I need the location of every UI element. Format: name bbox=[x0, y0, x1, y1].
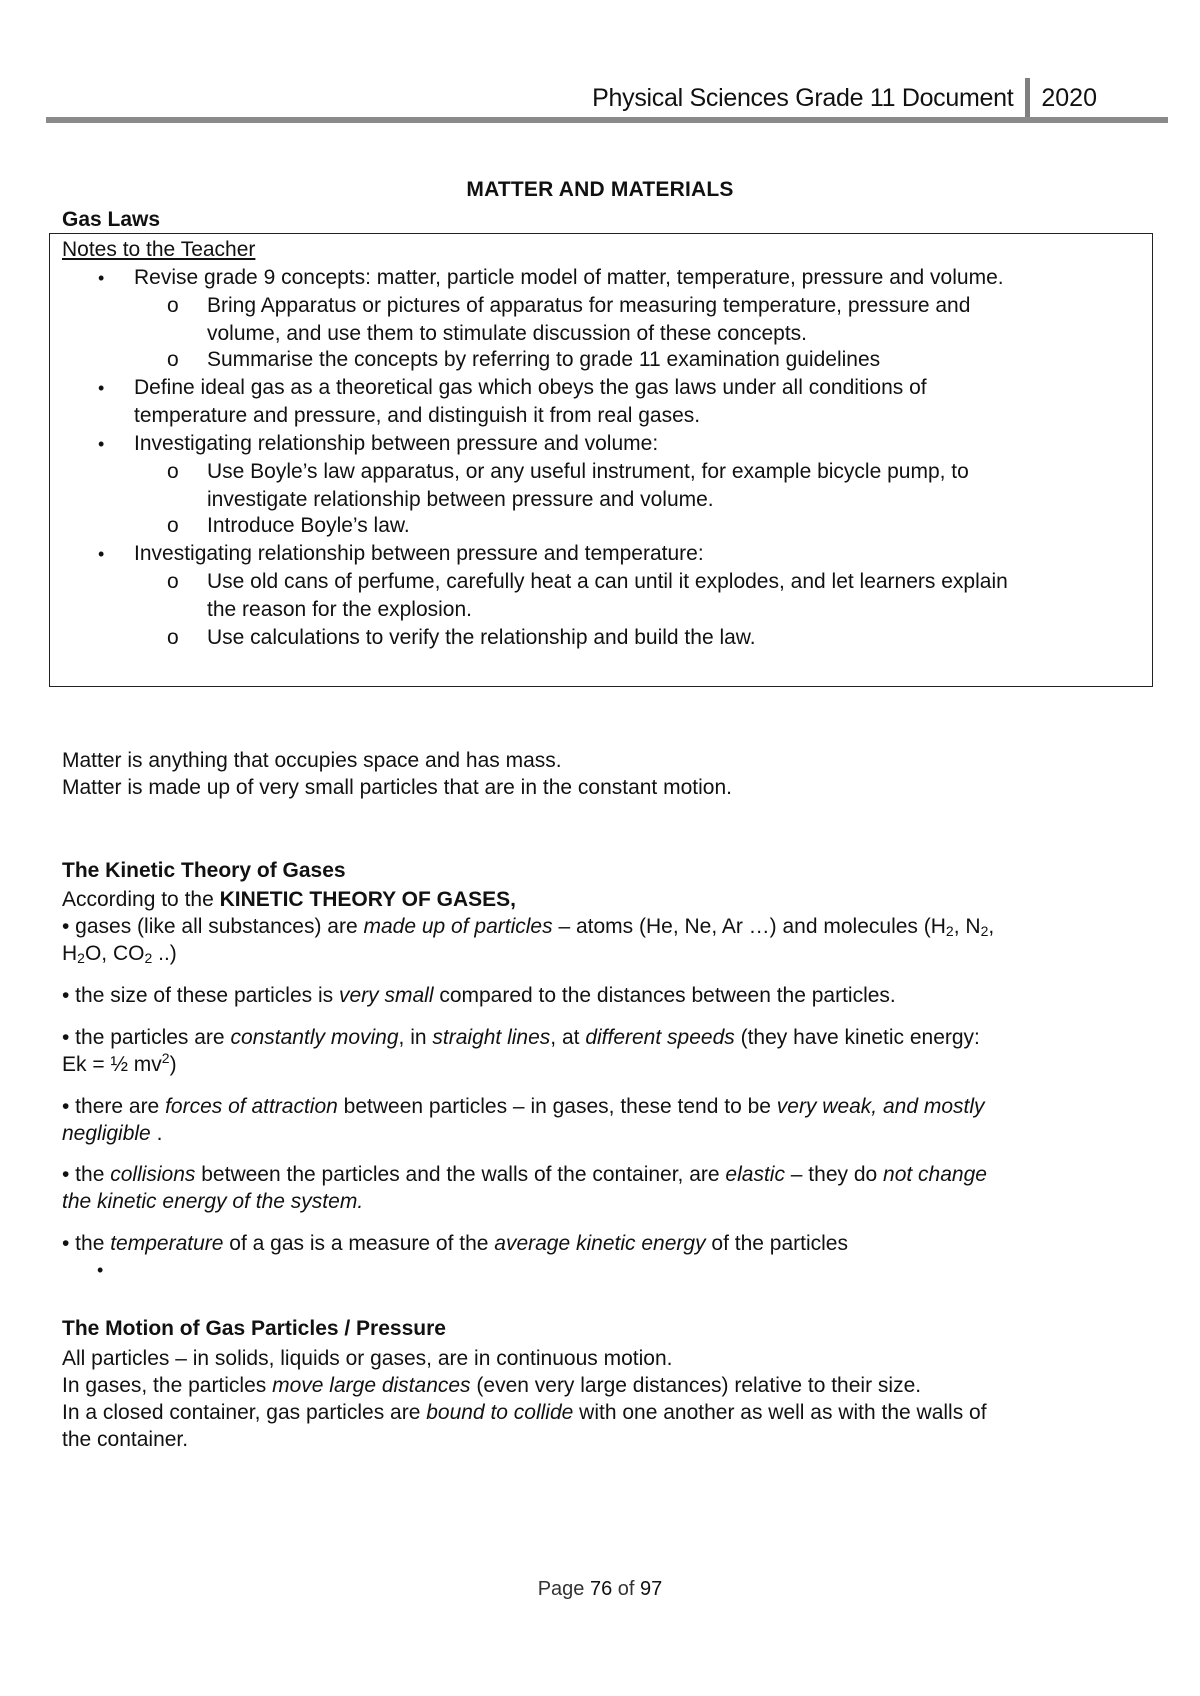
notes-sub-text: Use calculations to verify the relationship and build the law. bbox=[207, 626, 756, 649]
notes-bullet-text: Investigating relationship between pressure and temperature: bbox=[134, 542, 704, 565]
teacher-notes-box bbox=[49, 233, 1153, 687]
notes-sub-bullet bbox=[167, 458, 1147, 514]
gas-laws-heading: Gas Laws bbox=[62, 208, 161, 231]
text: H bbox=[62, 942, 78, 965]
sub-bullet-icon: o bbox=[167, 570, 179, 593]
motion-line bbox=[62, 1399, 1142, 1426]
emphasis: move large distances bbox=[272, 1374, 471, 1397]
motion-line bbox=[62, 1372, 1142, 1399]
notes-sub-text: Summarise the concepts by referring to grade 11 examination guidelines bbox=[207, 348, 881, 371]
text: • the bbox=[62, 1163, 111, 1186]
kinetic-point-size bbox=[62, 982, 1142, 1009]
text: In gases, the particles bbox=[62, 1374, 273, 1397]
bullet-icon: • bbox=[98, 544, 105, 564]
notes-bullet bbox=[98, 374, 1144, 430]
notes-bullet-text: Revise grade 9 concepts: matter, particle model of matter, temperature, pressure and volume. bbox=[134, 266, 1004, 289]
subscript: 2 bbox=[144, 950, 153, 966]
notes-sub-text: investigate relationship between pressure and volume. bbox=[207, 488, 714, 511]
emphasis: the kinetic energy of the system. bbox=[62, 1190, 364, 1213]
motion-heading: The Motion of Gas Particles / Pressure bbox=[62, 1317, 446, 1340]
emphasis: negligible bbox=[62, 1122, 151, 1145]
motion-line: All particles – in solids, liquids or gases, are in continuous motion. bbox=[62, 1347, 673, 1370]
sub-bullet-icon: o bbox=[167, 626, 179, 649]
page-title: MATTER AND MATERIALS bbox=[466, 178, 734, 201]
emphasis: very weak, and mostly bbox=[776, 1095, 985, 1118]
text: According to the bbox=[62, 888, 220, 911]
notes-sub-bullet bbox=[167, 512, 1147, 540]
subscript: 2 bbox=[980, 923, 989, 939]
sub-bullet-icon: o bbox=[167, 460, 179, 483]
text: – atoms (He, Ne, Ar …) and molecules (H bbox=[552, 915, 946, 938]
text: – they do bbox=[784, 1163, 884, 1186]
empty-bullet-icon: • bbox=[97, 1260, 104, 1280]
notes-bullet bbox=[98, 430, 1144, 458]
notes-sub-text: Use old cans of perfume, carefully heat a can until it explodes, and let learners explain bbox=[207, 570, 1008, 593]
text: In a closed container, gas particles are bbox=[62, 1401, 427, 1424]
notes-sub-bullet bbox=[167, 346, 1147, 374]
text: ) bbox=[169, 1053, 177, 1076]
emphasis: not change bbox=[883, 1163, 987, 1186]
kinetic-intro bbox=[62, 886, 1142, 913]
text: , N bbox=[953, 915, 981, 938]
text: , bbox=[988, 915, 995, 938]
kinetic-point-forces bbox=[62, 1093, 1142, 1147]
notes-sub-text: Use Boyle’s law apparatus, or any useful instrument, for example bicycle pump, to bbox=[207, 460, 969, 483]
emphasis: bound to collide bbox=[426, 1401, 574, 1424]
notes-sub-text: the reason for the explosion. bbox=[207, 598, 473, 621]
text: • the bbox=[62, 1232, 111, 1255]
text: , in bbox=[398, 1026, 433, 1049]
sub-bullet-icon: o bbox=[167, 348, 179, 371]
emphasis: KINETIC THEORY OF GASES, bbox=[219, 888, 516, 911]
text: • there are bbox=[62, 1095, 166, 1118]
subscript: 2 bbox=[945, 923, 954, 939]
notes-bullet bbox=[98, 540, 1144, 568]
notes-sub-bullet bbox=[167, 292, 1147, 348]
text: • gases (like all substances) are bbox=[62, 915, 364, 938]
text: ..) bbox=[152, 942, 177, 965]
text: . bbox=[150, 1122, 163, 1145]
notes-bullet-text: temperature and pressure, and distinguish it from real gases. bbox=[134, 404, 701, 427]
emphasis: temperature bbox=[110, 1232, 224, 1255]
emphasis: constantly moving bbox=[230, 1026, 399, 1049]
current-page: 76 bbox=[589, 1578, 613, 1600]
notes-sub-text: volume, and use them to stimulate discussion of these concepts. bbox=[207, 322, 807, 345]
motion-line: the container. bbox=[62, 1428, 189, 1451]
kinetic-theory-heading: The Kinetic Theory of Gases bbox=[62, 859, 346, 882]
bullet-icon: • bbox=[98, 434, 105, 454]
page-header bbox=[592, 78, 1097, 118]
text: • the particles are bbox=[62, 1026, 231, 1049]
header-doc-title: Physical Sciences Grade 11 Document bbox=[592, 83, 1014, 112]
emphasis: very small bbox=[338, 984, 434, 1007]
notes-bullet-text: Define ideal gas as a theoretical gas which obeys the gas laws under all conditions of bbox=[134, 376, 927, 399]
notes-sub-text: Introduce Boyle’s law. bbox=[207, 514, 410, 537]
matter-particles: Matter is made up of very small particles that are in the constant motion. bbox=[62, 776, 732, 799]
notes-sub-bullet bbox=[167, 624, 1147, 652]
kinetic-point-temperature bbox=[62, 1230, 1142, 1257]
emphasis: elastic bbox=[725, 1163, 785, 1186]
text: of bbox=[612, 1578, 641, 1600]
notes-bullet-text: Investigating relationship between pressure and volume: bbox=[134, 432, 659, 455]
text: , at bbox=[550, 1026, 586, 1049]
text: Page bbox=[537, 1578, 590, 1600]
sub-bullet-icon: o bbox=[167, 294, 179, 317]
emphasis: collisions bbox=[110, 1163, 196, 1186]
text: • the size of these particles is bbox=[62, 984, 339, 1007]
kinetic-point-collisions bbox=[62, 1161, 1142, 1215]
text: compared to the distances between the particles. bbox=[433, 984, 896, 1007]
matter-definition: Matter is anything that occupies space and has mass. bbox=[62, 749, 562, 772]
notes-sub-bullet bbox=[167, 568, 1147, 624]
kinetic-point-particles bbox=[62, 913, 1142, 967]
emphasis: different speeds bbox=[585, 1026, 735, 1049]
bullet-icon: • bbox=[98, 378, 105, 398]
subscript: 2 bbox=[77, 950, 85, 966]
total-pages: 97 bbox=[640, 1578, 663, 1600]
text: (even very large distances) relative to their size. bbox=[470, 1374, 922, 1397]
kinetic-point-motion bbox=[62, 1024, 1142, 1078]
page-number bbox=[0, 1578, 1200, 1601]
text: between the particles and the walls of the container, are bbox=[195, 1163, 726, 1186]
text: O, CO bbox=[84, 942, 145, 965]
text: of the particles bbox=[705, 1232, 848, 1255]
sub-bullet-icon: o bbox=[167, 514, 179, 537]
text: between particles – in gases, these tend to be bbox=[337, 1095, 777, 1118]
notes-sub-text: Bring Apparatus or pictures of apparatus for measuring temperature, pressure and bbox=[207, 294, 971, 317]
text: (they have kinetic energy: bbox=[734, 1026, 980, 1049]
emphasis: made up of particles bbox=[363, 915, 553, 938]
notes-bullet bbox=[98, 264, 1144, 292]
bullet-icon: • bbox=[98, 268, 105, 288]
text: with one another as well as with the walls of bbox=[573, 1401, 987, 1424]
text: of a gas is a measure of the bbox=[223, 1232, 495, 1255]
header-rule bbox=[46, 117, 1168, 123]
text: Ek = ½ mv bbox=[62, 1053, 162, 1076]
header-divider bbox=[1025, 78, 1030, 118]
header-year: 2020 bbox=[1041, 83, 1097, 112]
notes-heading: Notes to the Teacher bbox=[62, 238, 256, 261]
emphasis: forces of attraction bbox=[165, 1095, 338, 1118]
superscript: 2 bbox=[161, 1050, 170, 1066]
emphasis: straight lines bbox=[432, 1026, 551, 1049]
emphasis: average kinetic energy bbox=[494, 1232, 706, 1255]
